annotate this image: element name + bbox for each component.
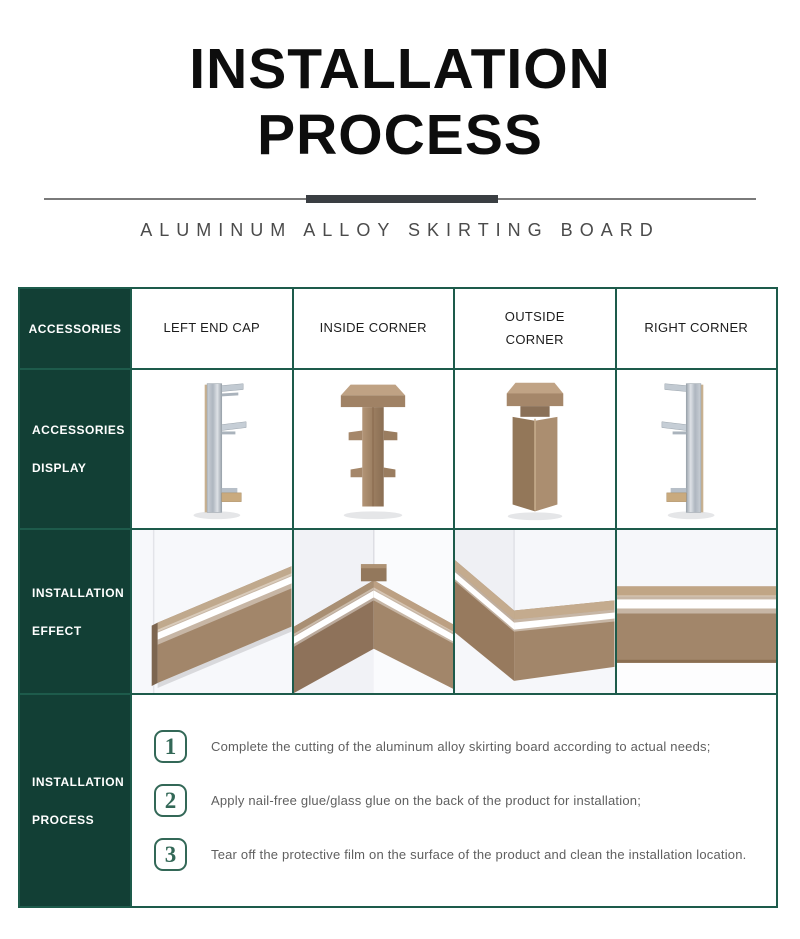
title-divider-accent bbox=[306, 195, 498, 203]
column-header-inside-corner: INSIDE CORNER bbox=[294, 289, 454, 368]
effect-inside-corner-photo bbox=[294, 530, 454, 693]
table-corner-header: ACCESSORIES bbox=[20, 289, 130, 368]
page-title-line2: PROCESS bbox=[257, 103, 543, 167]
column-header-right-corner: RIGHT CORNER bbox=[617, 289, 777, 368]
inside-corner-image bbox=[294, 370, 454, 528]
outside-corner-image bbox=[455, 370, 615, 528]
effect-straight-board-graphic bbox=[617, 530, 777, 693]
effect-left-end-cap-photo bbox=[132, 530, 292, 693]
column-header-left-end-cap: LEFT END CAP bbox=[132, 289, 292, 368]
step-3-badge: 3 bbox=[154, 838, 187, 871]
row-label-installation-process: INSTALLATION PROCESS bbox=[20, 695, 130, 906]
effect-left-end-cap-graphic bbox=[132, 530, 292, 693]
row-label-accessories-display: ACCESSORIES DISPLAY bbox=[20, 370, 130, 528]
column-header-outside-corner: OUTSIDE CORNER bbox=[455, 289, 615, 368]
right-corner-image bbox=[617, 370, 777, 528]
step-3 bbox=[154, 838, 776, 871]
effect-inside-corner-graphic bbox=[294, 530, 454, 693]
step-2 bbox=[154, 784, 776, 817]
page-subtitle: ALUMINUM ALLOY SKIRTING BOARD bbox=[140, 220, 660, 240]
left-end-cap-icon bbox=[133, 372, 291, 526]
title-divider bbox=[44, 198, 756, 200]
step-2-badge: 2 bbox=[154, 784, 187, 817]
step-2-text: Apply nail-free glue/glass glue on the back of the product for installation; bbox=[211, 793, 642, 808]
step-3-text: Tear off the protective film on the surface of the product and clean the installation location. bbox=[211, 847, 747, 862]
page-title-line1: INSTALLATION bbox=[189, 37, 611, 101]
spec-table bbox=[18, 287, 778, 908]
outside-corner-icon bbox=[456, 372, 614, 526]
step-1-text: Complete the cutting of the aluminum alloy skirting board according to actual needs; bbox=[211, 739, 711, 754]
header bbox=[0, 0, 800, 241]
page-title bbox=[0, 36, 800, 168]
step-1 bbox=[154, 730, 776, 763]
left-end-cap-image bbox=[132, 370, 292, 528]
effect-straight-board-photo bbox=[617, 530, 777, 693]
installation-steps bbox=[132, 695, 776, 906]
effect-outside-corner-graphic bbox=[455, 530, 615, 693]
right-corner-icon bbox=[617, 372, 775, 526]
inside-corner-icon bbox=[294, 372, 452, 526]
row-label-installation-effect: INSTALLATION EFFECT bbox=[20, 530, 130, 693]
step-1-badge: 1 bbox=[154, 730, 187, 763]
effect-outside-corner-photo bbox=[455, 530, 615, 693]
